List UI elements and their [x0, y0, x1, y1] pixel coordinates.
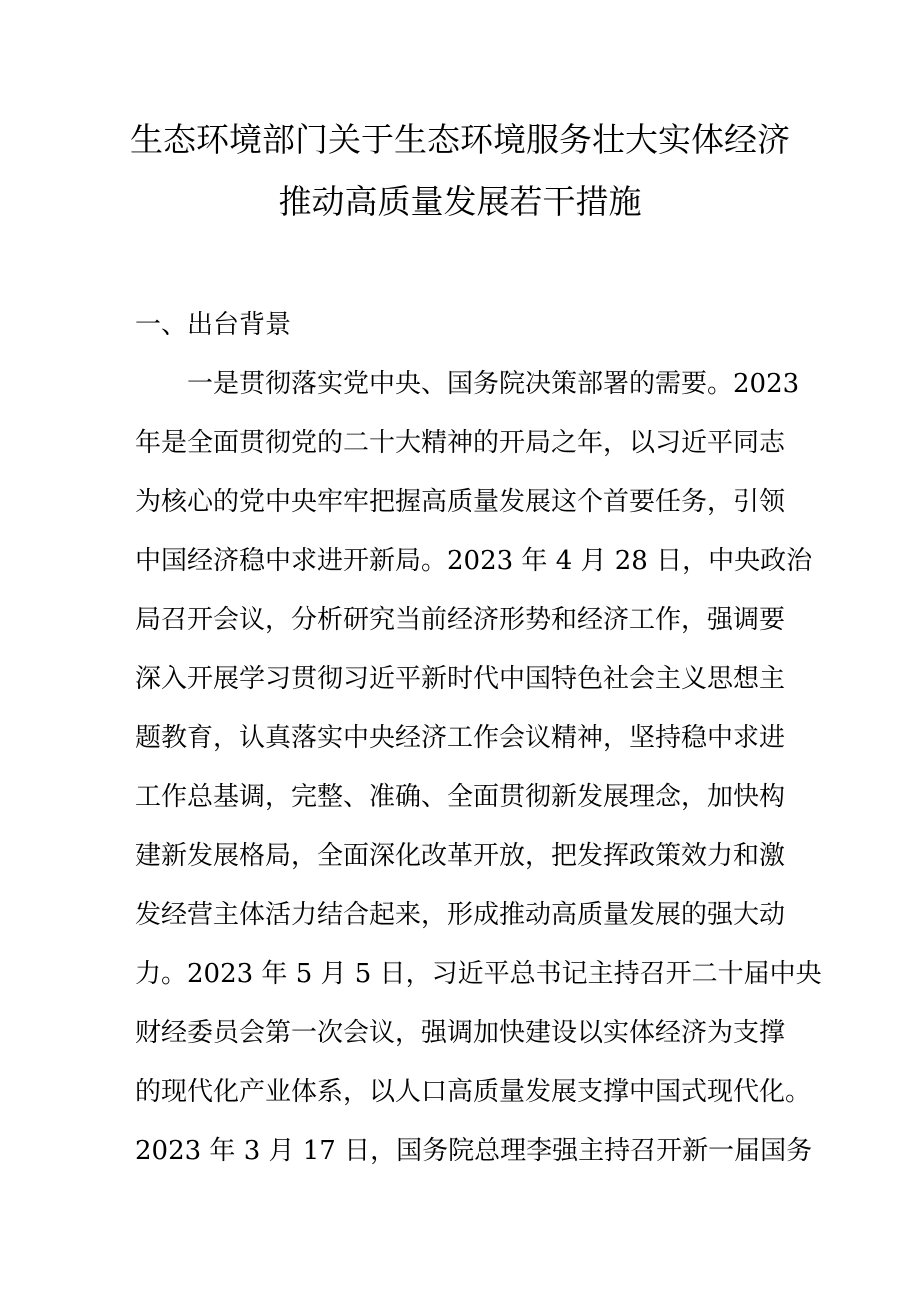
paragraph-line-12: 财经委员会第一次会议，强调加快建设以实体经济为支撑	[135, 1018, 786, 1048]
paragraph-line-4: 中国经济稳中求进开新局。2023 年 4 月 28 日，中央政治	[135, 546, 813, 576]
paragraph-line-1: 一是贯彻落实党中央、国务院决策部署的需要。2023	[187, 369, 800, 399]
paragraph-line-6: 深入开展学习贯彻习近平新时代中国特色社会主义思想主	[135, 664, 786, 694]
paragraph-line-14: 2023 年 3 月 17 日，国务院总理李强主持召开新一届国务	[135, 1136, 813, 1166]
paragraph-line-7: 题教育，认真落实中央经济工作会议精神，坚持稳中求进	[135, 723, 786, 753]
paragraph-line-8: 工作总基调，完整、准确、全面贯彻新发展理念，加快构	[135, 782, 786, 812]
paragraph-line-11: 力。2023 年 5 月 5 日，习近平总书记主持召开二十届中央	[135, 959, 822, 989]
paragraph-line-10: 发经营主体活力结合起来，形成推动高质量发展的强大动	[135, 900, 786, 930]
section-heading: 一、出台背景	[135, 310, 292, 340]
paragraph-line-13: 的现代化产业体系，以人口高质量发展支撑中国式现代化。	[135, 1077, 812, 1107]
paragraph-line-2: 年是全面贯彻党的二十大精神的开局之年，以习近平同志	[135, 428, 786, 458]
document-title-line-2: 推动高质量发展若干措施	[278, 182, 642, 221]
paragraph-line-9: 建新发展格局，全面深化改革开放，把发挥政策效力和激	[135, 841, 786, 871]
paragraph-line-5: 局召开会议，分析研究当前经济形势和经济工作，强调要	[135, 605, 786, 635]
document-title-line-1: 生态环境部门关于生态环境服务壮大实体经济	[130, 120, 790, 159]
paragraph-line-3: 为核心的党中央牢牢把握高质量发展这个首要任务，引领	[135, 487, 786, 517]
